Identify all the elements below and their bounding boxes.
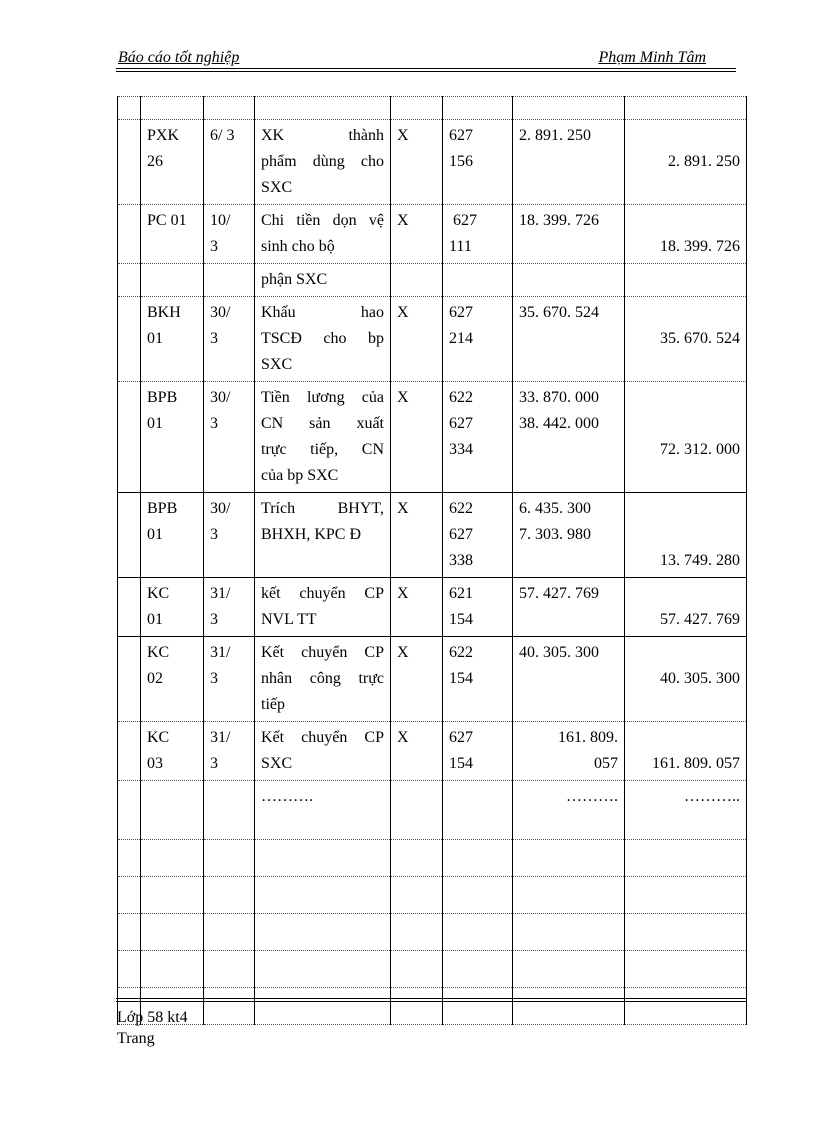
table-row xyxy=(118,297,747,382)
empty-cell xyxy=(625,840,747,877)
account-line: 627 xyxy=(449,526,473,543)
row-marker-cell xyxy=(118,722,141,781)
date-line: 31/ xyxy=(210,644,231,661)
date-line: 3 xyxy=(210,415,218,432)
date-line: 3 xyxy=(210,755,218,772)
date-line: 30/ xyxy=(210,304,231,321)
debit-line: 2. 891. 250 xyxy=(519,127,591,144)
doc-number-line: BPB xyxy=(147,500,178,517)
debit-line: 57. 427. 769 xyxy=(519,585,599,602)
empty-cell xyxy=(141,877,204,914)
account-cell xyxy=(443,205,513,264)
account-cell xyxy=(443,120,513,205)
account-line: 154 xyxy=(449,670,473,687)
mark-value: X xyxy=(397,644,409,661)
credit-line xyxy=(631,810,740,836)
empty-cell xyxy=(625,951,747,988)
account-line: 621 xyxy=(449,585,473,602)
empty-cell xyxy=(118,840,141,877)
table-row xyxy=(118,382,747,493)
credit-line xyxy=(631,581,740,607)
account-line: 627 xyxy=(449,415,473,432)
account-line: 622 xyxy=(449,389,473,406)
doc-number-cell xyxy=(141,637,204,722)
credit-line xyxy=(631,640,740,666)
account-line: 156 xyxy=(449,153,473,170)
description-line: SXC xyxy=(261,755,293,772)
description-cell xyxy=(255,578,391,637)
doc-number-cell xyxy=(141,297,204,382)
table-row xyxy=(118,637,747,722)
empty-cell xyxy=(443,988,513,1025)
empty-cell xyxy=(625,988,747,1025)
debit-cell xyxy=(513,578,625,637)
row-marker-cell xyxy=(118,382,141,493)
empty-row xyxy=(118,914,747,951)
mark-cell xyxy=(391,120,443,205)
account-cell xyxy=(443,264,513,297)
debit-cell xyxy=(513,120,625,205)
date-cell xyxy=(204,205,255,264)
debit-cell xyxy=(513,781,625,840)
doc-number-line: PC 01 xyxy=(147,212,187,229)
table-row xyxy=(118,120,747,205)
empty-cell xyxy=(255,877,391,914)
description-line: XK thành xyxy=(261,127,384,144)
date-cell xyxy=(204,264,255,297)
credit-line: 18. 399. 726 xyxy=(660,238,740,255)
debit-line: ………. xyxy=(566,788,618,805)
mark-cell xyxy=(391,297,443,382)
credit-line xyxy=(631,300,740,326)
page-label: Trang xyxy=(117,1030,155,1047)
mark-value: X xyxy=(397,389,409,406)
mark-value: X xyxy=(397,127,409,144)
empty-cell xyxy=(443,914,513,951)
doc-number-line: 01 xyxy=(147,526,163,543)
credit-line: 13. 749. 280 xyxy=(660,552,740,569)
credit-line xyxy=(631,411,740,437)
table-row xyxy=(118,781,747,840)
journal-table xyxy=(117,96,747,1025)
author-name: Phạm Minh Tâm xyxy=(598,49,706,66)
debit-line: 33. 870. 000 xyxy=(519,389,599,406)
class-label: Lớp 58 kt4 xyxy=(117,1009,188,1026)
description-line: của bp SXC xyxy=(261,467,339,484)
date-line: 31/ xyxy=(210,585,231,602)
credit-line xyxy=(631,496,740,522)
account-line: 214 xyxy=(449,330,473,347)
account-cell xyxy=(443,297,513,382)
doc-number-cell xyxy=(141,382,204,493)
mark-cell xyxy=(391,637,443,722)
date-cell xyxy=(204,722,255,781)
credit-cell xyxy=(625,297,747,382)
credit-cell xyxy=(625,493,747,578)
description-line: sinh cho bộ xyxy=(261,238,335,255)
empty-cell xyxy=(625,914,747,951)
credit-line: 57. 427. 769 xyxy=(660,611,740,628)
description-cell xyxy=(255,493,391,578)
row-marker-cell xyxy=(118,297,141,382)
account-cell xyxy=(443,722,513,781)
doc-number-line: KC xyxy=(147,585,170,602)
description-line: CN sản xuất xyxy=(261,415,384,432)
empty-cell xyxy=(118,914,141,951)
date-cell xyxy=(204,637,255,722)
description-cell xyxy=(255,205,391,264)
credit-line xyxy=(631,522,740,548)
empty-cell xyxy=(391,840,443,877)
table-row xyxy=(118,578,747,637)
doc-number-line: BPB xyxy=(147,389,178,406)
empty-cell xyxy=(443,951,513,988)
empty-row xyxy=(118,988,747,1025)
empty-cell xyxy=(255,988,391,1025)
table-top-row xyxy=(118,97,747,120)
table-row xyxy=(118,722,747,781)
description-line: Kết chuyển CP xyxy=(261,729,384,746)
header-rule xyxy=(116,68,736,69)
description-cell xyxy=(255,120,391,205)
account-cell xyxy=(443,637,513,722)
debit-line: 161. 809. xyxy=(558,729,618,746)
empty-cell xyxy=(204,951,255,988)
mark-cell xyxy=(391,382,443,493)
empty-cell xyxy=(513,877,625,914)
mark-cell xyxy=(391,578,443,637)
empty-cell xyxy=(204,877,255,914)
doc-number-cell xyxy=(141,120,204,205)
empty-row xyxy=(118,877,747,914)
account-line: 627 xyxy=(449,304,473,321)
footer-rule xyxy=(116,998,746,999)
mark-value: X xyxy=(397,212,409,229)
empty-cell xyxy=(118,951,141,988)
empty-cell xyxy=(443,840,513,877)
row-marker-cell xyxy=(118,578,141,637)
empty-cell xyxy=(255,951,391,988)
description-line: Trích BHYT, xyxy=(261,500,384,517)
empty-cell xyxy=(255,914,391,951)
credit-line xyxy=(631,385,740,411)
date-line: 3 xyxy=(210,670,218,687)
credit-cell xyxy=(625,578,747,637)
date-line: 10/ xyxy=(210,212,231,229)
account-line: 334 xyxy=(449,441,473,458)
debit-cell xyxy=(513,722,625,781)
description-line: BHXH, KPC Đ xyxy=(261,526,362,543)
account-cell xyxy=(443,382,513,493)
doc-number-line: BKH xyxy=(147,304,181,321)
debit-line xyxy=(519,810,618,836)
date-line: 3 xyxy=(210,526,218,543)
mark-cell xyxy=(391,493,443,578)
credit-line: 35. 670. 524 xyxy=(660,330,740,347)
row-marker-cell xyxy=(118,637,141,722)
description-line: ………. xyxy=(261,788,313,805)
credit-line: 161. 809. 057 xyxy=(652,755,740,772)
doc-number-cell xyxy=(141,578,204,637)
empty-cell xyxy=(391,877,443,914)
account-line: 622 xyxy=(449,644,473,661)
debit-cell xyxy=(513,205,625,264)
table-row xyxy=(118,493,747,578)
description-cell xyxy=(255,264,391,297)
description-line: TSCĐ cho bp xyxy=(261,330,384,347)
description-line: phận SXC xyxy=(261,271,328,288)
debit-line: 40. 305. 300 xyxy=(519,644,599,661)
debit-line: 7. 303. 980 xyxy=(519,526,591,543)
mark-value: X xyxy=(397,304,409,321)
credit-line: 40. 305. 300 xyxy=(660,670,740,687)
doc-number-line: PXK xyxy=(147,127,180,144)
debit-cell xyxy=(513,493,625,578)
description-cell xyxy=(255,637,391,722)
empty-cell xyxy=(141,951,204,988)
empty-cell xyxy=(141,840,204,877)
report-title: Báo cáo tốt nghiệp xyxy=(118,49,240,66)
doc-number-line: 02 xyxy=(147,670,163,687)
debit-cell xyxy=(513,382,625,493)
empty-cell xyxy=(141,914,204,951)
account-cell xyxy=(443,493,513,578)
description-line: nhân công trực xyxy=(261,670,384,687)
date-cell xyxy=(204,297,255,382)
credit-cell xyxy=(625,264,747,297)
description-line: SXC xyxy=(261,356,293,373)
empty-cell xyxy=(391,988,443,1025)
doc-number-cell xyxy=(141,205,204,264)
row-marker-cell xyxy=(118,493,141,578)
date-line: 6/ 3 xyxy=(210,127,235,144)
mark-value: X xyxy=(397,500,409,517)
empty-cell xyxy=(513,840,625,877)
mark-value: X xyxy=(397,729,409,746)
doc-number-cell xyxy=(141,493,204,578)
account-line: 154 xyxy=(449,611,473,628)
debit-line: 38. 442. 000 xyxy=(519,415,599,432)
footer-rule-double xyxy=(116,1001,746,1002)
empty-cell xyxy=(513,988,625,1025)
mark-cell xyxy=(391,205,443,264)
empty-cell xyxy=(513,951,625,988)
credit-cell xyxy=(625,120,747,205)
doc-number-cell xyxy=(141,781,204,840)
mark-value: X xyxy=(397,585,409,602)
doc-number-cell xyxy=(141,264,204,297)
empty-cell xyxy=(391,914,443,951)
mark-cell xyxy=(391,264,443,297)
table-row xyxy=(118,205,747,264)
account-cell xyxy=(443,578,513,637)
description-line: tiếp xyxy=(261,696,285,713)
doc-number-line: 01 xyxy=(147,611,163,628)
credit-line: ……….. xyxy=(684,788,740,805)
date-line: 30/ xyxy=(210,500,231,517)
empty-cell xyxy=(255,840,391,877)
doc-number-line: 01 xyxy=(147,330,163,347)
date-cell xyxy=(204,578,255,637)
date-line: 3 xyxy=(210,611,218,628)
description-line: kết chuyển CP xyxy=(261,585,384,602)
doc-number-line: 26 xyxy=(147,153,163,170)
description-line: Tiền lương của xyxy=(261,389,384,406)
account-line: 111 xyxy=(449,238,472,255)
description-line: SXC xyxy=(261,179,293,196)
empty-cell xyxy=(204,840,255,877)
table-row xyxy=(118,264,747,297)
doc-number-cell xyxy=(141,722,204,781)
date-cell xyxy=(204,781,255,840)
description-cell xyxy=(255,297,391,382)
row-marker-cell xyxy=(118,120,141,205)
debit-cell xyxy=(513,264,625,297)
date-line: 31/ xyxy=(210,729,231,746)
row-marker-cell xyxy=(118,264,141,297)
credit-cell xyxy=(625,382,747,493)
debit-line: 35. 670. 524 xyxy=(519,304,599,321)
row-marker-cell xyxy=(118,205,141,264)
empty-cell xyxy=(391,951,443,988)
date-line: 3 xyxy=(210,330,218,347)
empty-row xyxy=(118,840,747,877)
empty-cell xyxy=(118,877,141,914)
description-line: Kết chuyển CP xyxy=(261,644,384,661)
description-line: phẩm dùng cho xyxy=(261,153,384,170)
date-line: 3 xyxy=(210,238,218,255)
credit-cell xyxy=(625,637,747,722)
description-line: Khấu hao xyxy=(261,304,384,321)
date-cell xyxy=(204,493,255,578)
page-header xyxy=(116,49,736,71)
header-rule-double xyxy=(116,71,736,72)
credit-cell xyxy=(625,205,747,264)
empty-row xyxy=(118,951,747,988)
empty-cell xyxy=(443,877,513,914)
doc-number-line: 03 xyxy=(147,755,163,772)
row-marker-cell xyxy=(118,781,141,840)
doc-number-line: 01 xyxy=(147,415,163,432)
description-line: trực tiếp, CN xyxy=(261,441,384,458)
debit-cell xyxy=(513,637,625,722)
credit-line xyxy=(631,725,740,751)
date-cell xyxy=(204,120,255,205)
debit-cell xyxy=(513,297,625,382)
empty-cell xyxy=(513,914,625,951)
account-line: 338 xyxy=(449,552,473,569)
date-line: 30/ xyxy=(210,389,231,406)
empty-cell xyxy=(204,914,255,951)
description-line: NVL TT xyxy=(261,611,317,628)
doc-number-line: KC xyxy=(147,729,170,746)
debit-line: 6. 435. 300 xyxy=(519,500,591,517)
credit-line xyxy=(631,123,740,149)
account-line: 154 xyxy=(449,755,473,772)
description-cell xyxy=(255,382,391,493)
credit-line: 72. 312. 000 xyxy=(660,441,740,458)
credit-cell xyxy=(625,722,747,781)
empty-cell xyxy=(625,877,747,914)
credit-cell xyxy=(625,781,747,840)
debit-line: 18. 399. 726 xyxy=(519,212,599,229)
description-cell xyxy=(255,781,391,840)
account-cell xyxy=(443,781,513,840)
debit-line: 057 xyxy=(594,755,618,772)
account-line: 622 xyxy=(449,500,473,517)
credit-line xyxy=(631,208,740,234)
empty-cell xyxy=(204,988,255,1025)
description-line: Chi tiền dọn vệ xyxy=(261,212,384,229)
mark-cell xyxy=(391,722,443,781)
credit-line: 2. 891. 250 xyxy=(668,153,740,170)
doc-number-line: KC xyxy=(147,644,170,661)
description-cell xyxy=(255,722,391,781)
account-line: 627 xyxy=(449,212,477,229)
account-line: 627 xyxy=(449,127,473,144)
date-cell xyxy=(204,382,255,493)
page-footer xyxy=(117,1007,188,1049)
mark-cell xyxy=(391,781,443,840)
account-line: 627 xyxy=(449,729,473,746)
